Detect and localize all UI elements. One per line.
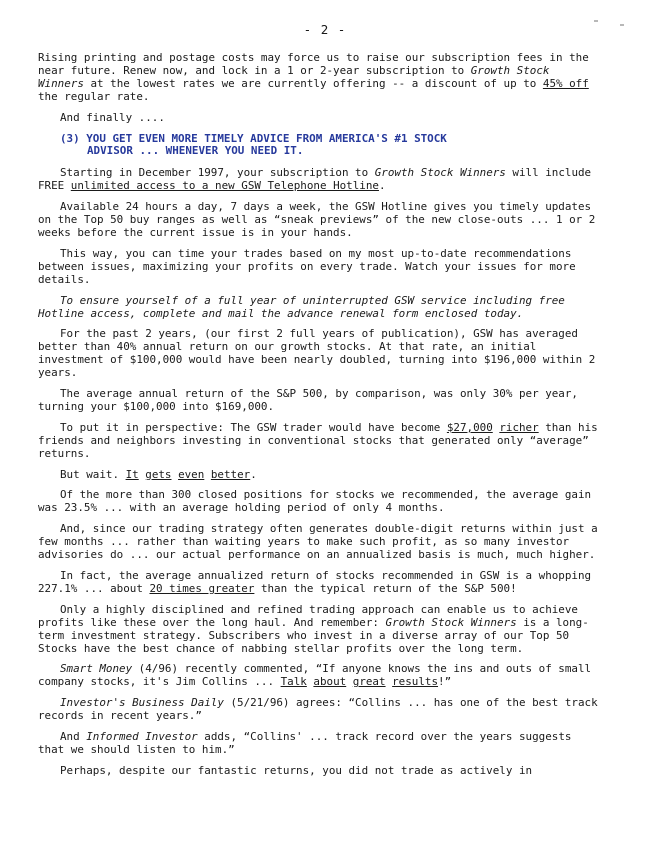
paragraph: To put it in perspective: The GSW trader would have become $27,000 richer than his friends and neighbors investing in conventional stocks that generated only “average” returns. [38,420,598,460]
paragraph: Investor's Business Daily (5/21/96) agrees: “Collins ... has one of the best track records in recent years.” [38,696,598,723]
paragraph: Starting in December 1997, your subscription to Growth Stock Winners will include FREE unlimited access to a new GSW Telephone Hotline. [38,166,592,193]
paragraph: Perhaps, despite our fantastic returns, you did not trade as actively in [60,763,533,777]
paragraph: To ensure yourself of a full year of uninterrupted GSW service including free Hotline access, complete and mail the advance renewal form enclosed today. [38,293,565,320]
paragraph: This way, you can time your trades based on my most up-to-date recommendations between issues, maximizing your profits on every trade. Watch your issues for more details. [38,246,576,286]
section-heading [60,133,598,159]
paragraph: Of the more than 300 closed positions for stocks we recommended, the average gain was 23.5% ... with an average holding period of only 4 months. [38,488,592,515]
paragraph: And, since our trading strategy often generates double-digit returns within just a few months ... rather than waiting years to make such profit, as so many investor advisories do ... our actual performance on an annualized basis is much, much higher. [38,522,598,562]
paragraph: In fact, the average annualized return of stocks recommended in GSW is a whopping 227.1% ... about 20 times greater than the typical return of the S&P 500! [38,569,592,595]
paragraph: For the past 2 years, (our first 2 full years of publication), GSW has averaged better than 40% annual return on our growth stocks. At that rate, an initial investment of $100,000 would have been nearly doubled, turning into $196,000 within 2 years. [38,327,596,380]
paragraph: And Informed Investor adds, “Collins' ... track record over the years suggests that we should listen to him.” [38,730,572,756]
paragraph: The average annual return of the S&P 500, by comparison, was only 30% per year, turning your $100,000 into $169,000. [38,387,578,413]
heading-line: ADVISOR ... WHENEVER YOU NEED IT. [87,144,304,158]
paragraph: But wait. It gets even better. [60,467,257,481]
letter-body [38,52,598,786]
heading-line: (3) YOU GET EVEN MORE TIMELY ADVICE FROM AMERICA'S #1 STOCK [60,131,447,145]
paragraph: And finally .... [60,110,165,124]
paragraph: Only a highly disciplined and refined trading approach can enable us to achieve profits like these over the long haul. And remember: Growth Stock Winners is a long-term investment strategy. Subscribers who invest in a diverse array of our Top 50 Stocks have the best chance of nabbing stellar profits over the long term. [38,602,589,655]
paragraph: Rising printing and postage costs may force us to raise our subscription fees in the near future. Renew now, and lock in a 1 or 2-year subscription to Growth Stock Winners at the lowest rates we are currently offering -- a discount of up to 45% off the regular rate. [38,51,589,103]
paragraph: Available 24 hours a day, 7 days a week, the GSW Hotline gives you timely updates on the Top 50 buy ranges as well as “sneak previews” of the new close-outs ... 1 or 2 weeks before the current issue is in your hands. [38,200,596,239]
page-number: - 2 - [303,22,347,37]
paragraph: Smart Money (4/96) recently commented, “If anyone knows the ins and outs of small company stocks, it's Jim Collins ... Talk about great results!” [38,662,592,689]
